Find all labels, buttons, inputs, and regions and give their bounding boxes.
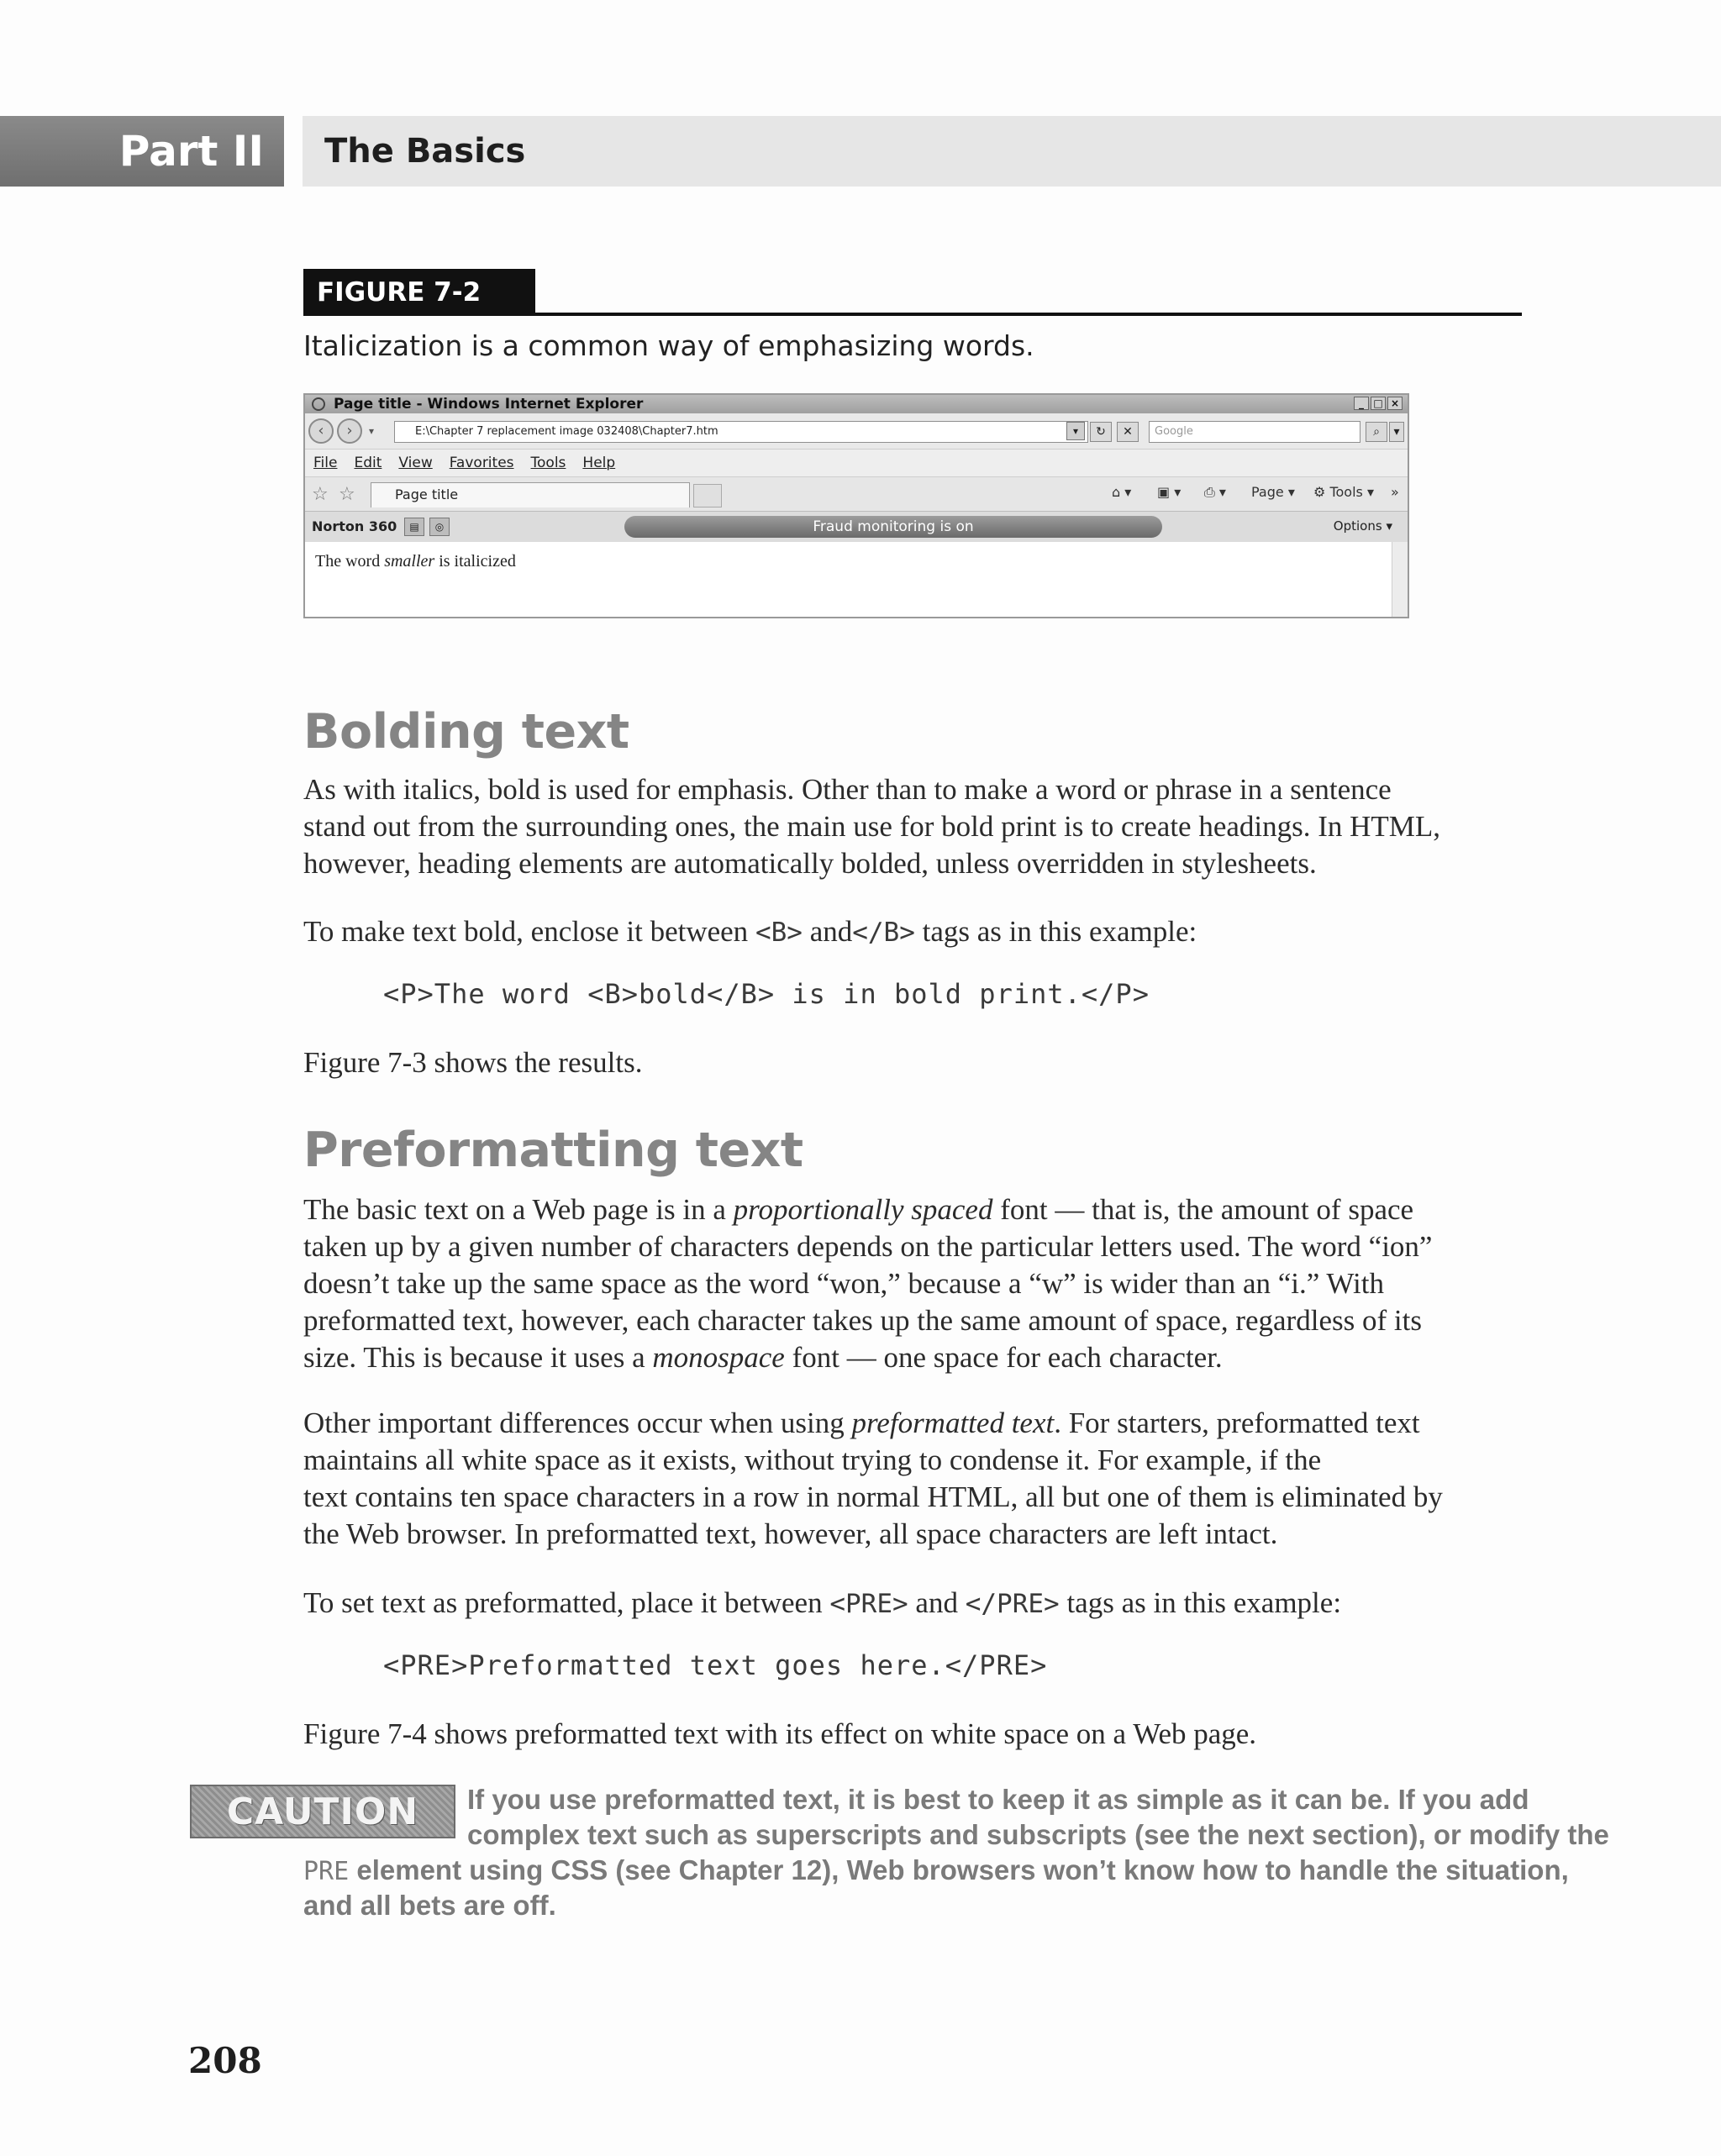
figure-label: FIGURE 7-2	[303, 269, 535, 316]
caution-line-3	[303, 1853, 1569, 1890]
browser-address-bar	[305, 413, 1408, 449]
code-example-bold: <P>The word <B>bold</B> is in bold print.</P>	[383, 978, 1150, 1010]
preformatting-paragraph-3	[303, 1585, 1522, 1622]
menu-tools[interactable]: Tools	[530, 455, 566, 471]
text-run: The basic text on a Web page is in a	[303, 1193, 734, 1226]
maximize-icon[interactable]: □	[1371, 397, 1386, 410]
browser-title-bar	[305, 395, 1408, 413]
history-dropdown-icon[interactable]: ▾	[369, 425, 375, 437]
text-line: the Web browser. In preformatted text, however, all space characters are left intact.	[303, 1517, 1278, 1550]
text-run: font — one space for each character.	[784, 1341, 1223, 1374]
heading-preformatting-text: Preformatting text	[303, 1123, 803, 1178]
bolding-paragraph-1	[303, 771, 1522, 882]
text-run: tags as in this example:	[1059, 1586, 1342, 1619]
back-arrow-icon[interactable]: ‹	[308, 418, 334, 444]
caution-line-4: and all bets are off.	[303, 1890, 556, 1921]
text-run: Other important differences occur when using	[303, 1407, 852, 1439]
preformatting-paragraph-1	[303, 1191, 1522, 1376]
refresh-icon[interactable]: ↻	[1090, 422, 1112, 442]
ie-logo-icon	[312, 397, 325, 411]
heading-bolding-text: Bolding text	[303, 704, 629, 760]
caution-badge-icon: CAUTION	[190, 1785, 455, 1838]
page-number: 208	[188, 2040, 262, 2081]
text-run: . For starters, preformatted text	[1054, 1407, 1420, 1439]
tools-menu-label: Tools	[1329, 484, 1363, 500]
text-line	[303, 913, 1522, 951]
text-line: As with italics, bold is used for emphasis. Other than to make a word or phrase in a sentence	[303, 773, 1392, 806]
menu-edit[interactable]: Edit	[354, 455, 382, 471]
chapter-title: The Basics	[303, 116, 1721, 187]
italic-run: monospace	[652, 1341, 785, 1374]
text-run: and	[802, 915, 853, 948]
norton-options[interactable]: Options ▾	[1333, 518, 1392, 534]
caution-line-2: complex text such as superscripts and subscripts (see the next section), or modify the	[467, 1819, 1609, 1850]
caution-line-1: If you use preformatted text, it is best to keep it as simple as it can be. If you add	[467, 1784, 1529, 1815]
browser-tab[interactable]: Page title	[371, 482, 690, 507]
home-icon[interactable]: ⌂ ▾	[1112, 484, 1132, 500]
bolding-paragraph-2	[303, 913, 1522, 951]
menu-view[interactable]: View	[398, 455, 433, 471]
address-dropdown-icon[interactable]: ▾	[1066, 422, 1085, 440]
figure-browser-screenshot	[303, 393, 1409, 618]
inline-code: <B>	[755, 918, 803, 948]
figure-rule	[303, 313, 1522, 316]
favorites-star-icon[interactable]: ☆	[312, 484, 329, 505]
norton-label: Norton 360	[312, 518, 397, 534]
browser-window-title: Page title - Windows Internet Explorer	[334, 396, 644, 413]
preformatting-paragraph-4	[303, 1716, 1522, 1753]
content-italic-word: smaller	[384, 552, 435, 571]
figure-caption: Italicization is a common way of emphasizing words.	[303, 329, 1034, 362]
stop-icon[interactable]: ✕	[1117, 422, 1139, 442]
preformatting-paragraph-2	[303, 1405, 1522, 1553]
new-tab-button[interactable]	[693, 484, 722, 507]
italic-run: preformatted text	[851, 1407, 1055, 1439]
text-run: element using CSS (see Chapter 12), Web browsers won’t know how to handle the situation,	[349, 1854, 1569, 1885]
text-run: To set text as preformatted, place it between	[303, 1586, 830, 1619]
norton-icons	[404, 518, 450, 536]
window-controls	[1354, 397, 1403, 410]
vertical-scrollbar[interactable]	[1392, 542, 1408, 618]
browser-content-text	[315, 552, 516, 571]
menu-favorites[interactable]: Favorites	[449, 455, 514, 471]
search-field[interactable]: Google	[1149, 421, 1360, 443]
text-line: taken up by a given number of characters depends on the particular letters used. The word “ion”	[303, 1230, 1433, 1263]
norton-web-icon[interactable]: ◎	[429, 518, 450, 536]
add-favorites-icon[interactable]: ☆	[339, 484, 355, 505]
forward-arrow-icon[interactable]: ›	[337, 418, 362, 444]
code-example-pre: <PRE>Preformatted text goes here.</PRE>	[383, 1649, 1048, 1681]
print-icon[interactable]: ⎙ ▾	[1204, 484, 1226, 500]
inline-code: PRE	[303, 1857, 350, 1886]
fraud-monitoring-bar[interactable]: Fraud monitoring is on	[624, 516, 1162, 538]
text-line	[303, 1405, 1522, 1442]
text-run: To make text bold, enclose it between	[303, 915, 755, 948]
text-line: doesn’t take up the same space as the word “won,” because a “w” is wider than an “i.” With	[303, 1267, 1384, 1300]
text-line: text contains ten space characters in a row in normal HTML, all but one of them is eliminated by	[303, 1480, 1443, 1513]
text-line: Figure 7-3 shows the results.	[303, 1046, 643, 1079]
menu-help[interactable]: Help	[582, 455, 616, 471]
text-line: preformatted text, however, each character takes up the same amount of space, regardless of its	[303, 1304, 1422, 1337]
options-label: Options	[1333, 518, 1382, 534]
bolding-paragraph-3	[303, 1044, 1522, 1081]
norton-safe-icon[interactable]: ▤	[404, 518, 424, 536]
text-run: size. This is because it uses a	[303, 1341, 653, 1374]
search-options-icon[interactable]: ▾	[1389, 422, 1404, 442]
page-menu-label: Page	[1251, 484, 1284, 500]
inline-code: </PRE>	[965, 1589, 1060, 1619]
text-run: font — that is, the amount of space	[992, 1193, 1414, 1226]
page-menu[interactable]: Page ▾	[1251, 484, 1295, 500]
text-line	[303, 1191, 1522, 1228]
text-line	[303, 1585, 1522, 1622]
norton-toolbar	[305, 511, 1408, 542]
menu-file[interactable]: File	[313, 455, 338, 471]
text-line: stand out from the surrounding ones, the main use for bold print is to create headings. In HTML,	[303, 810, 1441, 843]
tools-menu[interactable]: ⚙ Tools ▾	[1313, 484, 1374, 500]
text-run: and	[908, 1586, 966, 1619]
minimize-icon[interactable]: _	[1354, 397, 1369, 410]
text-line	[303, 1339, 1522, 1376]
overflow-chevron-icon[interactable]: »	[1391, 484, 1399, 500]
search-icon[interactable]: ⌕	[1366, 422, 1387, 442]
text-line: maintains all white space as it exists, without trying to condense it. For example, if the	[303, 1443, 1322, 1476]
inline-code: </B>	[852, 918, 915, 948]
feeds-icon[interactable]: ▣ ▾	[1157, 484, 1182, 500]
address-field[interactable]: E:\Chapter 7 replacement image 032408\Chapter7.htm	[394, 421, 1088, 443]
italic-run: proportionally spaced	[733, 1193, 993, 1226]
close-icon[interactable]: ×	[1387, 397, 1403, 410]
browser-favorites-bar	[305, 476, 1408, 511]
browser-page-content	[305, 542, 1408, 618]
text-line: however, heading elements are automatically bolded, unless overridden in stylesheets.	[303, 847, 1317, 880]
part-label: Part II	[0, 116, 284, 187]
text-line: Figure 7-4 shows preformatted text with its effect on white space on a Web page.	[303, 1717, 1257, 1750]
text-run: tags as in this example:	[914, 915, 1197, 948]
content-text-after: is italicized	[434, 552, 516, 571]
browser-menu-bar	[305, 449, 1408, 476]
inline-code: <PRE>	[829, 1589, 908, 1619]
content-text-before: The word	[315, 552, 385, 571]
